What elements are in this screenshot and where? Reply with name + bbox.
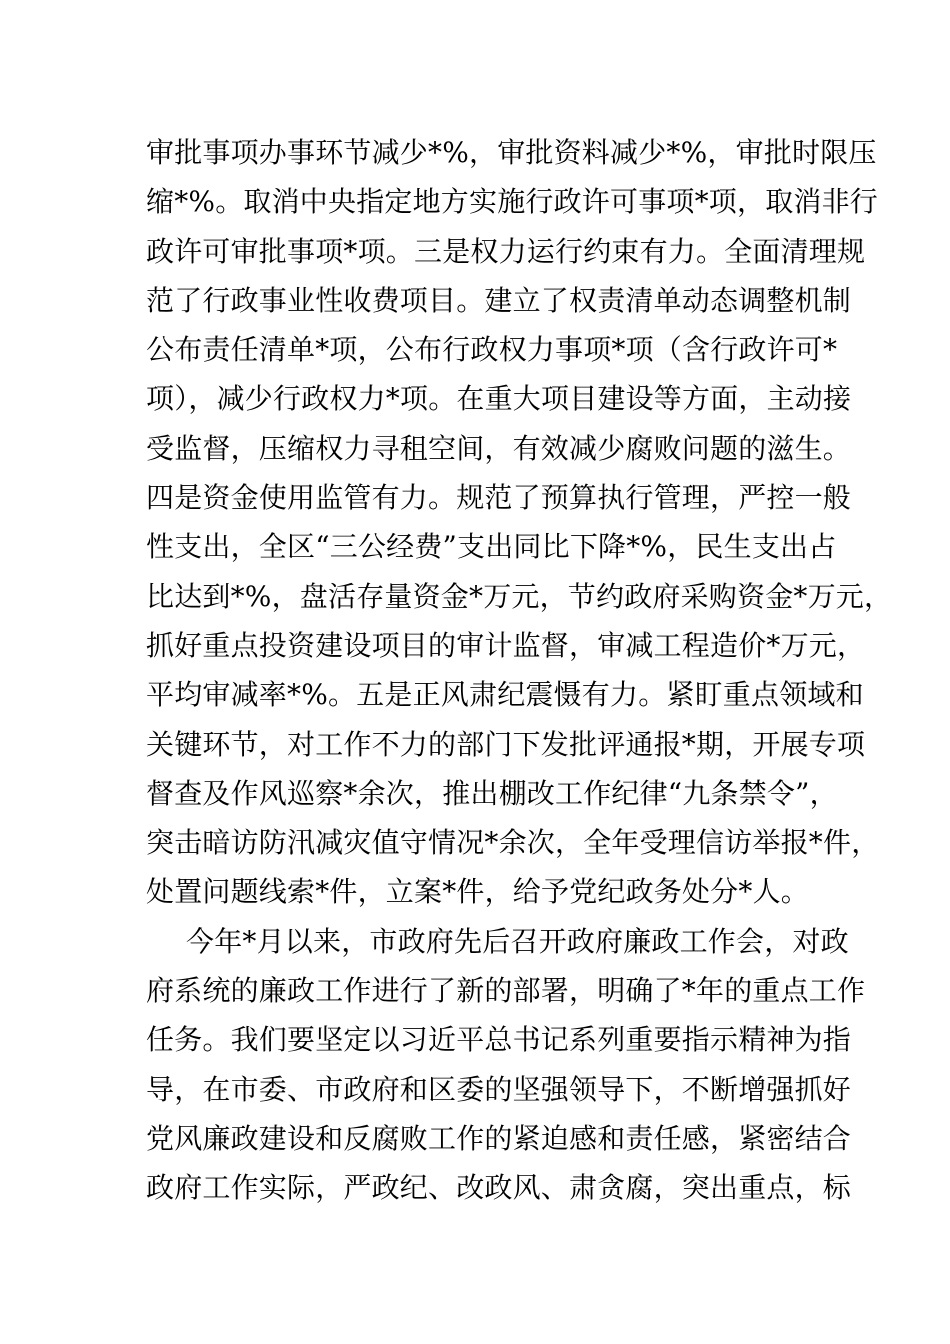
text-line: 任务。我们要坚定以习近平总书记系列重要指示精神为指	[146, 1023, 852, 1057]
text-line: 党风廉政建设和反腐败工作的紧迫感和责任感，紧密结合	[146, 1121, 852, 1155]
paragraph-2	[146, 917, 866, 1213]
text-line: 受监督，压缩权力寻租空间，有效减少腐败问题的滋生。	[146, 431, 852, 465]
text-line: 突击暗访防汛减灾值守情况*余次，全年受理信访举报*件，	[146, 826, 880, 860]
text-line: 四是资金使用监管有力。规范了预算执行管理，严控一般	[146, 481, 852, 515]
document-body	[146, 128, 893, 1213]
text-line: 性支出，全区“三公经费”支出同比下降*%，民生支出占	[146, 530, 837, 564]
text-line: 政许可审批事项*项。三是权力运行约束有力。全面清理规	[146, 234, 866, 268]
text-line: 关键环节，对工作不力的部门下发批评通报*期，开展专项	[146, 727, 866, 761]
text-line: 抓好重点投资建设项目的审计监督，审减工程造价*万元，	[146, 628, 866, 662]
paragraph-1	[146, 128, 893, 917]
text-line: 项），减少行政权力*项。在重大项目建设等方面，主动接	[146, 382, 852, 416]
text-line: 审批事项办事环节减少*%，审批资料减少*%，审批时限压	[146, 136, 877, 169]
text-line: 比达到*%，盘活存量资金*万元，节约政府采购资金*万元，	[146, 579, 893, 613]
text-line: 今年*月以来，市政府先后召开政府廉政工作会，对政	[186, 924, 849, 958]
text-line: 范了行政事业性收费项目。建立了权责清单动态调整机制	[146, 283, 852, 317]
text-line: 公布责任清单*项，公布行政权力事项*项（含行政许可*	[146, 333, 838, 367]
text-line: 府系统的廉政工作进行了新的部署，明确了*年的重点工作	[146, 974, 866, 1008]
text-line: 政府工作实际，严政纪、改政风、肃贪腐，突出重点，标	[146, 1171, 852, 1205]
text-line: 平均审减率*%。五是正风肃纪震慑有力。紧盯重点领域和	[146, 678, 864, 712]
text-line: 缩*%。取消中央指定地方实施行政许可事项*项，取消非行	[146, 185, 879, 219]
text-line: 导，在市委、市政府和区委的坚强领导下，不断增强抓好	[146, 1072, 852, 1106]
text-line: 处置问题线索*件，立案*件，给予党纪政务处分*人。	[146, 875, 810, 909]
text-line: 督查及作风巡察*余次，推出棚改工作纪律“九条禁令”，	[146, 776, 838, 810]
